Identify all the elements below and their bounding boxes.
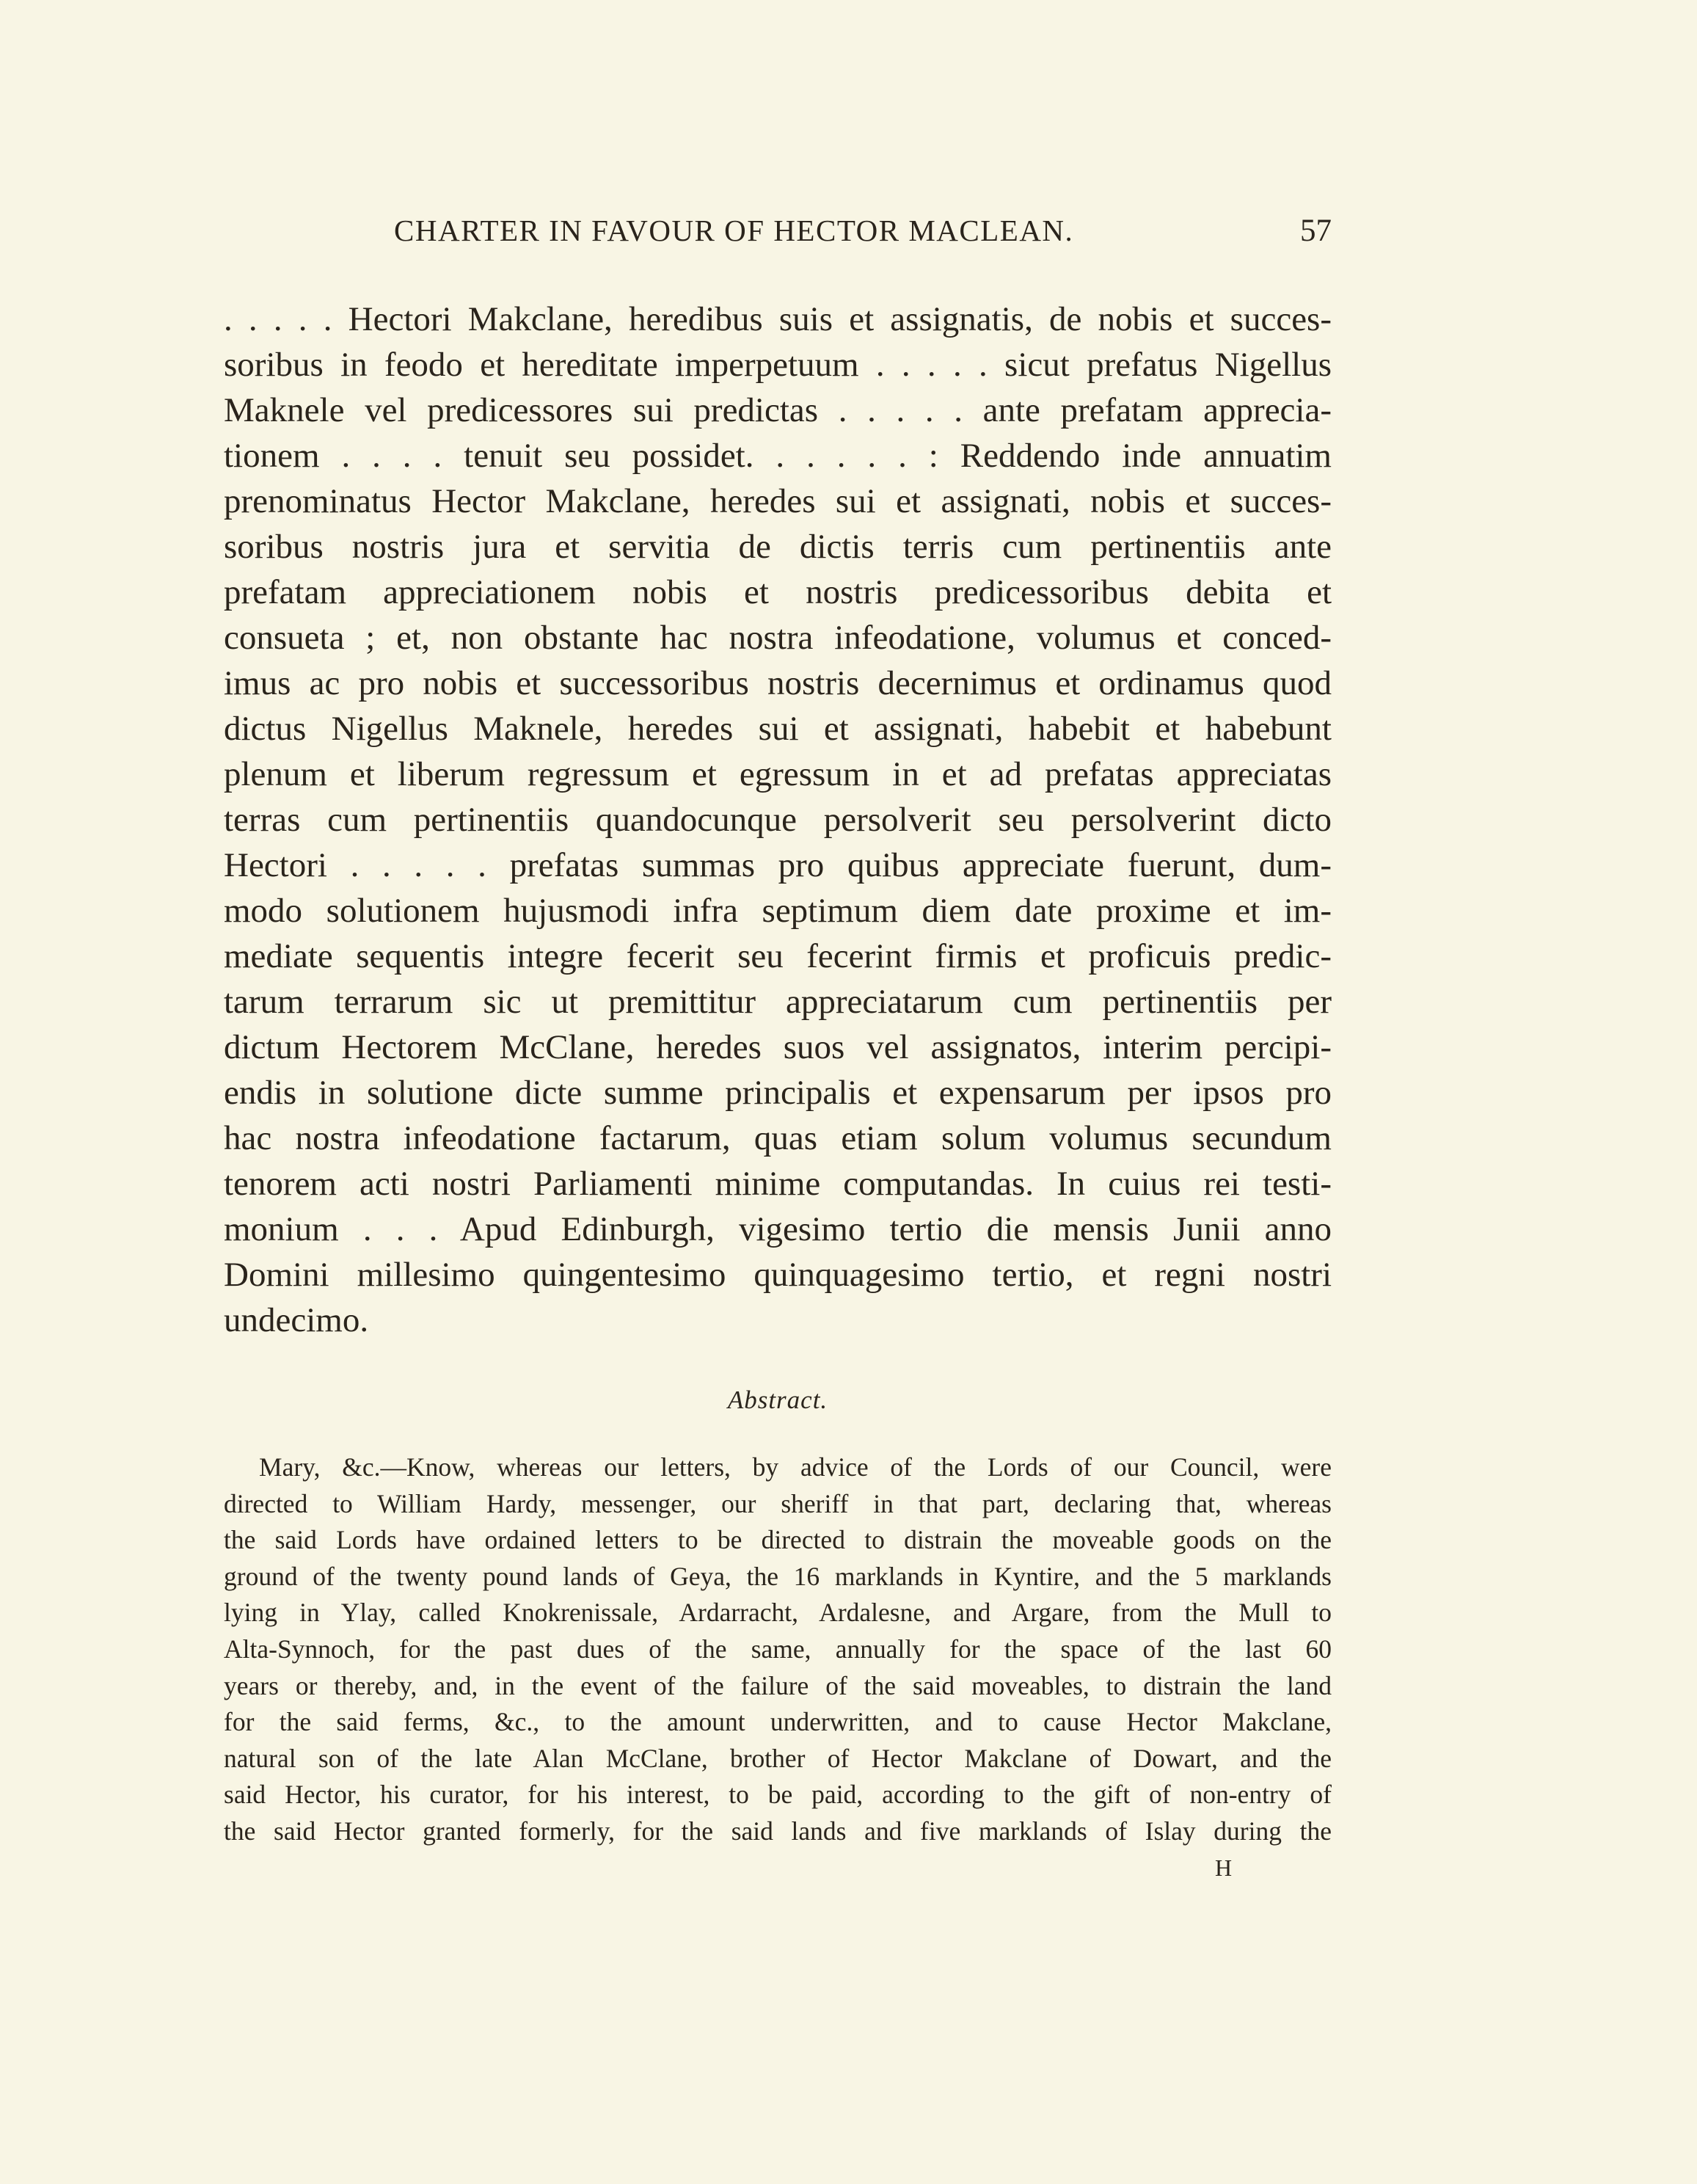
abstract-text <box>224 1449 1332 1850</box>
abstract-line: said Hector, his curator, for his interest, to be paid, according to the gift of non-entry of <box>224 1780 1332 1810</box>
abstract-line: natural son of the late Alan McClane, brother of Hector Makclane of Dowart, and the <box>224 1743 1332 1773</box>
abstract-line: ground of the twenty pound lands of Geya, the 16 marklands in Kyntire, and the 5 marklands <box>224 1561 1332 1591</box>
charter-line: undecimo. <box>224 1301 369 1339</box>
abstract-line: Alta-Synnoch, for the past dues of the same, annually for the space of the last 60 <box>224 1634 1332 1664</box>
charter-line: prefatam appreciationem nobis et nostris predicessoribus debita et <box>224 573 1332 611</box>
running-head <box>224 213 1332 257</box>
abstract-line: Mary, &c.—Know, whereas our letters, by advice of the Lords of our Council, were <box>259 1452 1332 1482</box>
charter-line: tarum terrarum sic ut premittitur appreciatarum cum pertinentiis per <box>224 983 1332 1021</box>
running-title: CHARTER IN FAVOUR OF HECTOR MACLEAN. <box>394 214 1074 247</box>
page-number: 57 <box>1300 214 1332 248</box>
charter-line: consueta ; et, non obstante hac nostra infeodatione, volumus et conced- <box>224 619 1332 657</box>
charter-line: dictus Nigellus Maknele, heredes sui et assignati, habebit et habebunt <box>224 710 1332 748</box>
abstract-line: the said Hector granted formerly, for the said lands and five marklands of Islay during the <box>224 1816 1332 1846</box>
abstract-heading: Abstract. <box>727 1386 828 1414</box>
abstract-line: directed to William Hardy, messenger, our sheriff in that part, declaring that, whereas <box>224 1488 1332 1518</box>
charter-line: tenorem acti nostri Parliamenti minime computandas. In cuius rei testi- <box>224 1165 1332 1203</box>
charter-line: modo solutionem hujusmodi infra septimum diem date proxime et im- <box>224 892 1332 930</box>
charter-line: Maknele vel predicessores sui predictas . . . . . ante prefatam apprecia- <box>224 391 1332 429</box>
signature-mark: H <box>1215 1854 1233 1881</box>
charter-line: soribus in feodo et hereditate imperpetuum . . . . . sicut prefatus Nigellus <box>224 346 1332 384</box>
abstract-line: for the said ferms, &c., to the amount underwritten, and to cause Hector Makclane, <box>224 1707 1332 1737</box>
charter-line: prenominatus Hector Makclane, heredes sui et assignati, nobis et succes- <box>224 482 1332 520</box>
abstract-line: years or thereby, and, in the event of the failure of the said moveables, to distrain the land <box>224 1670 1332 1700</box>
charter-line: dictum Hectorem McClane, heredes suos vel assignatos, interim percipi- <box>224 1028 1332 1066</box>
charter-line: endis in solutione dicte summe principalis et expensarum per ipsos pro <box>224 1074 1332 1112</box>
charter-line: Hectori . . . . . prefatas summas pro quibus appreciate fuerunt, dum- <box>224 846 1332 884</box>
charter-text <box>224 296 1332 1343</box>
charter-line: imus ac pro nobis et successoribus nostris decernimus et ordinamus quod <box>224 664 1332 702</box>
abstract-line: lying in Ylay, called Knokrenissale, Ardarracht, Ardalesne, and Argare, from the Mull to <box>224 1598 1332 1628</box>
charter-line: soribus nostris jura et servitia de dictis terris cum pertinentiis ante <box>224 528 1332 566</box>
charter-line: Domini millesimo quingentesimo quinquagesimo tertio, et regni nostri <box>224 1256 1332 1294</box>
charter-line: monium . . . Apud Edinburgh, vigesimo tertio die mensis Junii anno <box>224 1210 1332 1248</box>
charter-line: mediate sequentis integre fecerit seu fecerint firmis et proficuis predic- <box>224 937 1332 975</box>
charter-line: plenum et liberum regressum et egressum in et ad prefatas appreciatas <box>224 755 1332 793</box>
charter-line: terras cum pertinentiis quandocunque persolverit seu persolverint dicto <box>224 801 1332 839</box>
charter-line: hac nostra infeodatione factarum, quas etiam solum volumus secundum <box>224 1119 1332 1157</box>
charter-line: tionem . . . . tenuit seu possidet. . . . . . : Reddendo inde annuatim <box>224 437 1332 475</box>
charter-line: . . . . . Hectori Makclane, heredibus suis et assignatis, de nobis et succes- <box>224 300 1332 338</box>
abstract-line: the said Lords have ordained letters to be directed to distrain the moveable goods on the <box>224 1525 1332 1555</box>
